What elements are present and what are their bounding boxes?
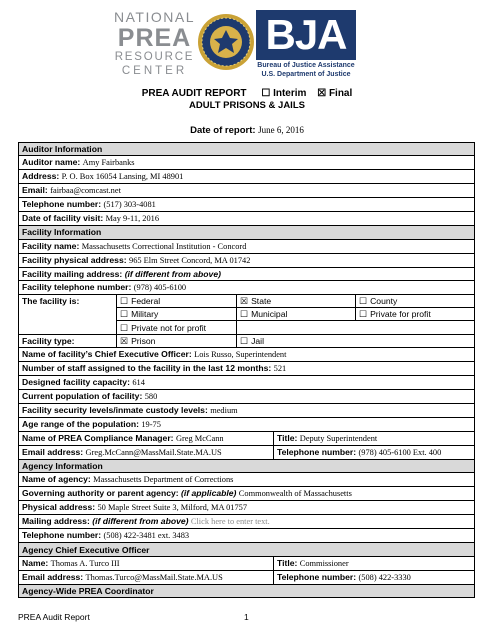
- auditor-address-row: Address: P. O. Box 16054 Lansing, MI 48901: [19, 170, 475, 184]
- bja-subtitle-2: U.S. Department of Justice: [261, 71, 351, 78]
- agency-physical-value[interactable]: 50 Maple Street Suite 3, Milford, MA 01757: [97, 503, 248, 513]
- facility-physical-value[interactable]: 965 Elm Street Concord, MA 01742: [129, 255, 251, 265]
- pcm-title-value[interactable]: Deputy Superintendent: [299, 434, 378, 444]
- agency-ceo-title-cell: Title: Commissioner: [274, 556, 475, 570]
- facility-phone-value[interactable]: (978) 405-6100: [133, 282, 187, 292]
- bja-letters: BJA: [265, 11, 347, 58]
- date-value[interactable]: June 6, 2016: [258, 125, 304, 135]
- option-county[interactable]: ☐ County: [356, 294, 475, 307]
- facility-name-row: Facility name: Massachusetts Correctional Institution - Concord: [19, 239, 475, 253]
- agency-ceo-section-header: Agency Chief Executive Officer: [19, 543, 475, 556]
- facility-phone-row: Facility telephone number: (978) 405-6100: [19, 280, 475, 294]
- agency-mailing-row: Mailing address: (if different from above) Click here to enter text.: [19, 515, 475, 529]
- auditor-email-row: Email: fairbaa@comcast.net: [19, 184, 475, 198]
- population-row: Current population of facility: 580: [19, 390, 475, 404]
- facility-mailing-hint[interactable]: (if different from above): [124, 268, 221, 279]
- auditor-name-value[interactable]: Amy Fairbanks: [82, 158, 135, 168]
- option-federal[interactable]: ☐ Federal: [117, 294, 237, 307]
- nprc-line1: NATIONAL: [114, 9, 195, 25]
- visit-date-row: Date of facility visit: May 9-11, 2016: [19, 212, 475, 226]
- facility-name-value[interactable]: Massachusetts Correctional Institution - Concord: [81, 241, 247, 251]
- option-municipal[interactable]: ☐ Municipal: [237, 308, 356, 321]
- population-value[interactable]: 580: [144, 392, 158, 402]
- final-label: Final: [328, 88, 353, 99]
- bja-logo: [256, 10, 356, 80]
- interim-checkbox[interactable]: ☐: [261, 88, 271, 99]
- agency-phone-row: Telephone number: (508) 422-3481 ext. 3483: [19, 529, 475, 543]
- agency-phone-value[interactable]: (508) 422-3481 ext. 3483: [103, 531, 190, 541]
- agency-ceo-phone-value[interactable]: (508) 422-3330: [358, 572, 411, 582]
- empty-cell: [237, 321, 475, 334]
- option-private-nonprofit[interactable]: ☐ Private not for profit: [117, 321, 237, 334]
- option-state[interactable]: ☒ State: [237, 294, 356, 307]
- facility-mailing-row: Facility mailing address: (if different from above): [19, 267, 475, 280]
- auditor-phone-value[interactable]: (517) 303-4081: [103, 200, 156, 210]
- age-range-value[interactable]: 19-75: [141, 420, 161, 430]
- final-checkbox[interactable]: ☒: [317, 88, 327, 99]
- date-label: Date of report:: [190, 125, 256, 136]
- nprc-line4: CENTER: [121, 64, 188, 77]
- agency-name-value[interactable]: Massachusetts Department of Corrections: [93, 475, 234, 485]
- auditor-section-header: Auditor Information: [19, 143, 475, 156]
- option-military[interactable]: ☐ Military: [117, 308, 237, 321]
- agency-mailing-placeholder[interactable]: Click here to enter text.: [190, 517, 270, 527]
- facility-ceo-value[interactable]: Lois Russo, Superintendent: [194, 350, 287, 360]
- pcm-phone-cell: Telephone number: (978) 405-6100 Ext. 400: [274, 446, 475, 460]
- type-jail[interactable]: ☐ Jail: [237, 334, 475, 347]
- agency-name-row: Name of agency: Massachusetts Department of Corrections: [19, 473, 475, 487]
- agency-section-header: Agency Information: [19, 460, 475, 473]
- governing-authority-value[interactable]: Commonwealth of Massachusetts: [238, 489, 352, 499]
- facility-ceo-row: Name of facility’s Chief Executive Officer: Lois Russo, Superintendent: [19, 348, 475, 362]
- pcm-title-cell: Title: Deputy Superintendent: [274, 432, 475, 446]
- page-number: 1: [244, 612, 249, 622]
- agency-ceo-title-value[interactable]: Commissioner: [299, 558, 349, 568]
- pcm-name-cell: Name of PREA Compliance Manager: Greg McCann: [19, 432, 274, 446]
- facility-physical-row: Facility physical address: 965 Elm Street Concord, MA 01742: [19, 253, 475, 267]
- staff-count-row: Number of staff assigned to the facility in the last 12 months: 521: [19, 362, 475, 376]
- option-private-profit[interactable]: ☐ Private for profit: [356, 308, 475, 321]
- agency-ceo-email-value[interactable]: Thomas.Turco@MassMail.State.MA.US: [85, 572, 223, 582]
- age-range-row: Age range of the population: 19-75: [19, 418, 475, 432]
- auditor-name-row: Auditor name: Amy Fairbanks: [19, 156, 475, 170]
- agency-ceo-phone-cell: Telephone number: (508) 422-3330: [274, 570, 475, 584]
- facility-type-label: Facility type:: [19, 334, 117, 347]
- report-title-line: [0, 88, 494, 99]
- security-value[interactable]: medium: [210, 406, 238, 416]
- facility-section-header: Facility Information: [19, 226, 475, 239]
- nprc-line2: PREA: [117, 24, 192, 52]
- facility-is-label: The facility is:: [19, 294, 117, 334]
- bja-subtitle-1: Bureau of Justice Assistance: [257, 62, 355, 69]
- agency-ceo-email-cell: Email address: Thomas.Turco@MassMail.State.MA.US: [19, 570, 274, 584]
- auditor-email-value[interactable]: fairbaa@comcast.net: [50, 186, 121, 196]
- page-footer: [18, 612, 474, 622]
- audit-form-table: [18, 142, 475, 598]
- auditor-address-value[interactable]: P. O. Box 16054 Lansing, MI 48901: [61, 172, 184, 182]
- pcm-email-value[interactable]: Greg.McCann@MassMail.State.MA.US: [85, 448, 222, 458]
- nprc-line3: RESOURCE: [114, 51, 195, 63]
- governing-authority-row: Governing authority or parent agency: (if applicable) Commonwealth of Massachusetts: [19, 487, 475, 501]
- pcm-phone-value[interactable]: (978) 405-6100 Ext. 400: [358, 448, 442, 458]
- nprc-logo: [107, 10, 202, 77]
- agency-ceo-name-value[interactable]: Thomas A. Turco III: [50, 558, 120, 568]
- doj-seal-icon: [197, 13, 255, 71]
- pcm-email-cell: Email address: Greg.McCann@MassMail.State.MA.US: [19, 446, 274, 460]
- report-date-line: [0, 125, 494, 136]
- auditor-phone-row: Telephone number: (517) 303-4081: [19, 198, 475, 212]
- pcm-name-value[interactable]: Greg McCann: [175, 434, 224, 444]
- footer-title: PREA Audit Report: [18, 612, 90, 622]
- report-subtitle: ADULT PRISONS & JAILS: [189, 100, 305, 111]
- capacity-value[interactable]: 614: [132, 378, 145, 388]
- capacity-row: Designed facility capacity: 614: [19, 376, 475, 390]
- agency-physical-row: Physical address: 50 Maple Street Suite 3, Milford, MA 01757: [19, 501, 475, 515]
- agency-ceo-name-cell: Name: Thomas A. Turco III: [19, 556, 274, 570]
- visit-date-value[interactable]: May 9-11, 2016: [105, 214, 160, 224]
- type-prison[interactable]: ☒ Prison: [117, 334, 237, 347]
- prea-coordinator-section-header: Agency-Wide PREA Coordinator: [19, 584, 475, 597]
- interim-label: Interim: [273, 88, 307, 99]
- report-title: PREA AUDIT REPORT: [141, 88, 247, 99]
- security-row: Facility security levels/inmate custody levels: medium: [19, 404, 475, 418]
- staff-count-value[interactable]: 521: [273, 364, 287, 374]
